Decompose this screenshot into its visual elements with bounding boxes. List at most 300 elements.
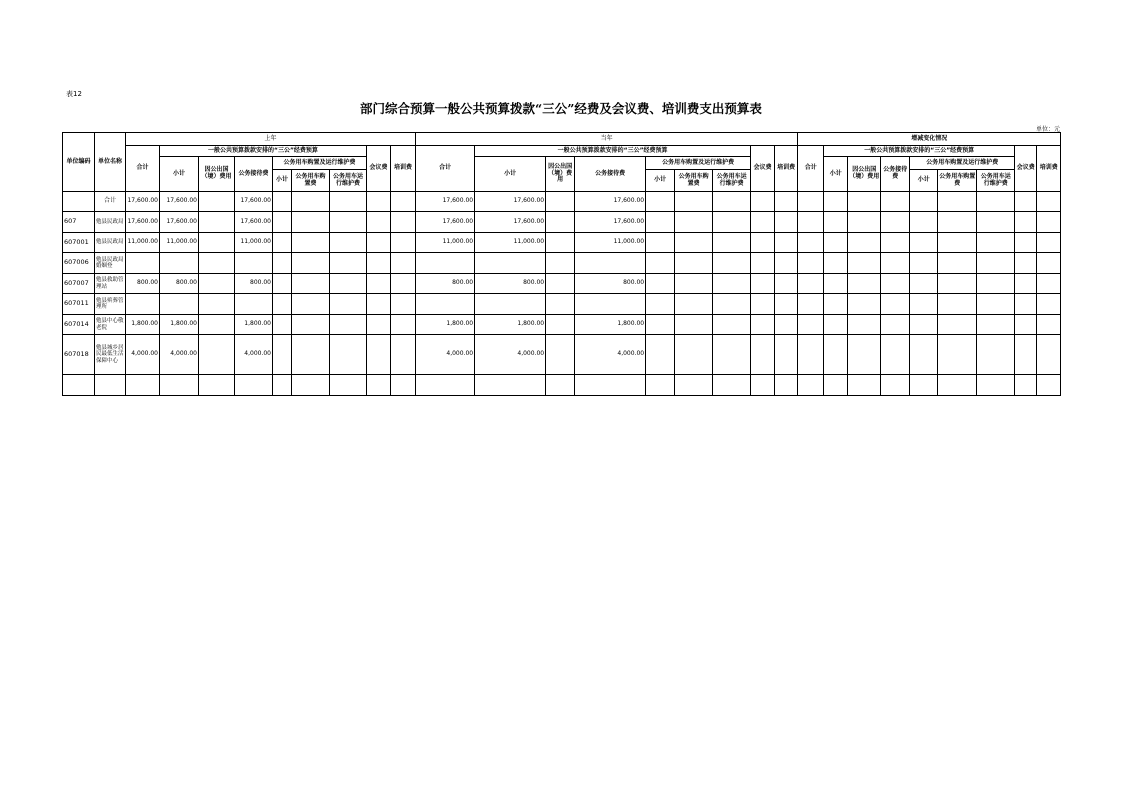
header-curr-vehicle-subtotal: 小计 (646, 170, 675, 192)
header-prev-abroad: 因公出国（境）费用 (199, 157, 235, 192)
prev-value-cell: 800.00 (126, 274, 160, 294)
chg-value-cell (848, 212, 881, 233)
chg-value-cell (848, 192, 881, 212)
table-header (63, 133, 1061, 192)
chg-value-cell (977, 294, 1015, 315)
curr-value-cell (713, 192, 751, 212)
prev-value-cell (391, 375, 416, 396)
prev-value-cell (391, 192, 416, 212)
curr-value-cell: 800.00 (416, 274, 475, 294)
prev-value-cell (330, 335, 367, 375)
curr-value-cell (775, 375, 798, 396)
curr-value-cell (546, 315, 575, 335)
prev-value-cell: 4,000.00 (160, 335, 199, 375)
header-chg-vehicle-operation: 公务用车运行维护费 (977, 170, 1015, 192)
prev-value-cell: 1,800.00 (235, 315, 273, 335)
prev-value-cell (273, 192, 292, 212)
prev-value-cell: 800.00 (160, 274, 199, 294)
curr-value-cell (646, 192, 675, 212)
chg-value-cell (910, 335, 938, 375)
curr-value-cell (775, 212, 798, 233)
header-chg-vehicle-purchase: 公务用车购置费 (938, 170, 977, 192)
header-chg-reception: 公务接待费 (881, 157, 910, 192)
curr-value-cell (675, 274, 713, 294)
curr-value-cell (675, 315, 713, 335)
chg-value-cell (848, 335, 881, 375)
curr-value-cell (775, 294, 798, 315)
header-prev-total: 合计 (126, 146, 160, 192)
chg-value-cell (1015, 375, 1037, 396)
curr-value-cell: 17,600.00 (575, 192, 646, 212)
chg-value-cell (1037, 212, 1061, 233)
prev-value-cell (292, 375, 330, 396)
curr-value-cell (751, 192, 775, 212)
header-prev-reception: 公务接待费 (235, 157, 273, 192)
table-row (63, 192, 1061, 212)
prev-value-cell (160, 253, 199, 274)
prev-value-cell (367, 192, 391, 212)
unit-name-cell: 勉县中心敬老院 (95, 315, 126, 335)
chg-value-cell (938, 335, 977, 375)
curr-value-cell (475, 294, 546, 315)
header-unit-name: 单位名称 (95, 133, 126, 192)
prev-value-cell: 11,000.00 (126, 233, 160, 253)
prev-value-cell (199, 375, 235, 396)
prev-value-cell (391, 315, 416, 335)
table-row (63, 294, 1061, 315)
unit-name-cell: 勉县民政局 (95, 233, 126, 253)
prev-value-cell (199, 212, 235, 233)
curr-value-cell (546, 233, 575, 253)
prev-value-cell: 17,600.00 (235, 212, 273, 233)
curr-value-cell: 17,600.00 (416, 212, 475, 233)
unit-code-cell: 607 (63, 212, 95, 233)
curr-value-cell (713, 233, 751, 253)
header-curr-meeting: 会议费 (751, 146, 775, 192)
table-row (63, 212, 1061, 233)
curr-value-cell (646, 233, 675, 253)
curr-value-cell: 800.00 (575, 274, 646, 294)
table-row (63, 315, 1061, 335)
table-body (63, 192, 1061, 396)
curr-value-cell (546, 253, 575, 274)
prev-value-cell (391, 233, 416, 253)
prev-value-cell (330, 315, 367, 335)
chg-value-cell (881, 375, 910, 396)
chg-value-cell (881, 274, 910, 294)
chg-value-cell (977, 233, 1015, 253)
chg-value-cell (1015, 335, 1037, 375)
prev-value-cell (367, 315, 391, 335)
header-prev-training: 培训费 (391, 146, 416, 192)
chg-value-cell (1037, 233, 1061, 253)
prev-value-cell (367, 294, 391, 315)
curr-value-cell (675, 253, 713, 274)
header-unit-code: 单位编码 (63, 133, 95, 192)
chg-value-cell (977, 335, 1015, 375)
chg-value-cell (824, 233, 848, 253)
chg-value-cell (1037, 335, 1061, 375)
curr-value-cell (575, 294, 646, 315)
header-prev-three-public: 一般公共预算拨款安排的“三公”经费预算 (160, 146, 367, 157)
curr-value-cell (751, 294, 775, 315)
curr-value-cell (546, 375, 575, 396)
curr-value-cell: 17,600.00 (475, 192, 546, 212)
header-chg-vehicle-subtotal: 小计 (910, 170, 938, 192)
curr-value-cell (675, 335, 713, 375)
header-curr-training: 培训费 (775, 146, 798, 192)
curr-value-cell (546, 212, 575, 233)
chg-value-cell (798, 335, 824, 375)
prev-value-cell (235, 253, 273, 274)
curr-value-cell (575, 253, 646, 274)
chg-value-cell (1015, 192, 1037, 212)
table-number: 表12 (66, 90, 82, 98)
curr-value-cell: 17,600.00 (575, 212, 646, 233)
chg-value-cell (938, 212, 977, 233)
curr-value-cell (646, 274, 675, 294)
header-prev-subtotal: 小计 (160, 157, 199, 192)
curr-value-cell (775, 192, 798, 212)
chg-value-cell (1037, 253, 1061, 274)
curr-value-cell (416, 294, 475, 315)
curr-value-cell (775, 233, 798, 253)
chg-value-cell (938, 315, 977, 335)
header-curr-vehicle: 公务用车购置及运行维护费 (646, 157, 751, 170)
prev-value-cell (292, 253, 330, 274)
curr-value-cell (475, 375, 546, 396)
table-row (63, 375, 1061, 396)
table-row (63, 335, 1061, 375)
prev-value-cell (330, 253, 367, 274)
curr-value-cell: 17,600.00 (475, 212, 546, 233)
prev-value-cell (391, 212, 416, 233)
curr-value-cell (646, 253, 675, 274)
chg-value-cell (910, 274, 938, 294)
unit-code-cell: 607006 (63, 253, 95, 274)
curr-value-cell (546, 274, 575, 294)
chg-value-cell (938, 274, 977, 294)
chg-value-cell (881, 192, 910, 212)
curr-value-cell (675, 212, 713, 233)
header-prev-year: 上年 (126, 133, 416, 146)
curr-value-cell (646, 375, 675, 396)
document-title: 部门综合预算一般公共预算拨款“三公”经费及会议费、培训费支出预算表 (360, 101, 762, 116)
chg-value-cell (938, 233, 977, 253)
unit-name-cell: 合计 (95, 192, 126, 212)
header-prev-vehicle-subtotal: 小计 (273, 170, 292, 192)
chg-value-cell (824, 315, 848, 335)
chg-value-cell (938, 294, 977, 315)
header-chg-total: 合计 (798, 146, 824, 192)
prev-value-cell (330, 212, 367, 233)
curr-value-cell (575, 375, 646, 396)
prev-value-cell (199, 274, 235, 294)
prev-value-cell (235, 294, 273, 315)
header-prev-vehicle-operation: 公务用车运行维护费 (330, 170, 367, 192)
curr-value-cell (416, 375, 475, 396)
curr-value-cell (751, 335, 775, 375)
chg-value-cell (1015, 233, 1037, 253)
chg-value-cell (848, 375, 881, 396)
chg-value-cell (1037, 294, 1061, 315)
header-chg-three-public: 一般公共预算拨款安排的“三公”经费预算 (824, 146, 1015, 157)
chg-value-cell (977, 375, 1015, 396)
unit-code-cell (63, 375, 95, 396)
chg-value-cell (824, 192, 848, 212)
prev-value-cell (292, 294, 330, 315)
curr-value-cell: 11,000.00 (475, 233, 546, 253)
curr-value-cell (751, 253, 775, 274)
curr-value-cell (546, 335, 575, 375)
curr-value-cell: 800.00 (475, 274, 546, 294)
curr-value-cell (713, 315, 751, 335)
unit-name-cell: 勉县救助管理站 (95, 274, 126, 294)
prev-value-cell (391, 294, 416, 315)
chg-value-cell (1015, 294, 1037, 315)
curr-value-cell (713, 274, 751, 294)
header-curr-abroad: 因公出国（境）费用 (546, 157, 575, 192)
chg-value-cell (881, 335, 910, 375)
prev-value-cell: 1,800.00 (126, 315, 160, 335)
unit-code-cell: 607018 (63, 335, 95, 375)
prev-value-cell: 11,000.00 (160, 233, 199, 253)
chg-value-cell (977, 253, 1015, 274)
header-change: 增减变化情况 (798, 133, 1061, 146)
chg-value-cell (881, 233, 910, 253)
curr-value-cell (713, 294, 751, 315)
curr-value-cell: 11,000.00 (575, 233, 646, 253)
prev-value-cell: 17,600.00 (235, 192, 273, 212)
chg-value-cell (881, 315, 910, 335)
chg-value-cell (798, 233, 824, 253)
curr-value-cell (646, 294, 675, 315)
curr-value-cell (646, 315, 675, 335)
chg-value-cell (910, 375, 938, 396)
budget-table (62, 132, 1061, 396)
table-row (63, 253, 1061, 274)
chg-value-cell (1037, 315, 1061, 335)
curr-value-cell (713, 375, 751, 396)
chg-value-cell (824, 212, 848, 233)
prev-value-cell (235, 375, 273, 396)
curr-value-cell: 4,000.00 (416, 335, 475, 375)
chg-value-cell (798, 294, 824, 315)
chg-value-cell (910, 212, 938, 233)
curr-value-cell (646, 212, 675, 233)
prev-value-cell (273, 335, 292, 375)
header-curr-year: 当年 (416, 133, 798, 146)
header-prev-vehicle-purchase: 公务用车购置费 (292, 170, 330, 192)
header-chg-vehicle: 公务用车购置及运行维护费 (910, 157, 1015, 170)
chg-value-cell (824, 274, 848, 294)
unit-name-cell (95, 375, 126, 396)
unit-code-cell: 607007 (63, 274, 95, 294)
unit-label: 单位：元 (1035, 126, 1060, 133)
prev-value-cell (330, 375, 367, 396)
unit-code-cell: 607014 (63, 315, 95, 335)
curr-value-cell: 4,000.00 (575, 335, 646, 375)
prev-value-cell (391, 253, 416, 274)
prev-value-cell (391, 335, 416, 375)
chg-value-cell (1015, 212, 1037, 233)
prev-value-cell (391, 274, 416, 294)
chg-value-cell (798, 375, 824, 396)
header-chg-meeting: 会议费 (1015, 146, 1037, 192)
chg-value-cell (938, 192, 977, 212)
chg-value-cell (977, 192, 1015, 212)
chg-value-cell (910, 253, 938, 274)
unit-name-cell: 勉县殡葬管理所 (95, 294, 126, 315)
header-prev-vehicle: 公务用车购置及运行维护费 (273, 157, 367, 170)
header-chg-abroad: 因公出国（境）费用 (848, 157, 881, 192)
header-curr-total: 合计 (416, 146, 475, 192)
prev-value-cell (292, 335, 330, 375)
unit-name-cell: 勉县民政局婚姻登 (95, 253, 126, 274)
chg-value-cell (1037, 274, 1061, 294)
chg-value-cell (798, 253, 824, 274)
header-chg-training: 培训费 (1037, 146, 1061, 192)
prev-value-cell (199, 253, 235, 274)
chg-value-cell (824, 294, 848, 315)
curr-value-cell: 11,000.00 (416, 233, 475, 253)
curr-value-cell (675, 192, 713, 212)
header-curr-vehicle-operation: 公务用车运行维护费 (713, 170, 751, 192)
unit-name-cell: 勉县民政局 (95, 212, 126, 233)
prev-value-cell (367, 233, 391, 253)
prev-value-cell (367, 253, 391, 274)
chg-value-cell (848, 315, 881, 335)
chg-value-cell (824, 253, 848, 274)
curr-value-cell (775, 315, 798, 335)
curr-value-cell (675, 375, 713, 396)
chg-value-cell (848, 294, 881, 315)
unit-code-cell: 607011 (63, 294, 95, 315)
unit-code-cell (63, 192, 95, 212)
curr-value-cell (775, 335, 798, 375)
prev-value-cell (367, 212, 391, 233)
curr-value-cell (751, 315, 775, 335)
prev-value-cell (199, 315, 235, 335)
prev-value-cell (126, 294, 160, 315)
curr-value-cell (751, 233, 775, 253)
prev-value-cell (292, 192, 330, 212)
prev-value-cell: 17,600.00 (160, 192, 199, 212)
chg-value-cell (798, 315, 824, 335)
prev-value-cell (330, 192, 367, 212)
table-row (63, 274, 1061, 294)
prev-value-cell (273, 212, 292, 233)
prev-value-cell (330, 274, 367, 294)
chg-value-cell (1015, 274, 1037, 294)
curr-value-cell (713, 253, 751, 274)
prev-value-cell (330, 294, 367, 315)
header-chg-subtotal: 小计 (824, 157, 848, 192)
chg-value-cell (910, 233, 938, 253)
prev-value-cell: 17,600.00 (160, 212, 199, 233)
curr-value-cell (646, 335, 675, 375)
curr-value-cell (751, 375, 775, 396)
prev-value-cell (292, 274, 330, 294)
curr-value-cell: 4,000.00 (475, 335, 546, 375)
chg-value-cell (824, 335, 848, 375)
chg-value-cell (977, 212, 1015, 233)
header-curr-subtotal: 小计 (475, 157, 546, 192)
header-curr-vehicle-purchase: 公务用车购置费 (675, 170, 713, 192)
prev-value-cell: 17,600.00 (126, 192, 160, 212)
curr-value-cell (751, 212, 775, 233)
header-curr-three-public: 一般公共预算拨款安排的“三公”经费预算 (475, 146, 751, 157)
curr-value-cell (546, 192, 575, 212)
curr-value-cell (546, 294, 575, 315)
prev-value-cell (273, 274, 292, 294)
prev-value-cell (292, 233, 330, 253)
curr-value-cell (675, 233, 713, 253)
prev-value-cell: 17,600.00 (126, 212, 160, 233)
prev-value-cell (367, 274, 391, 294)
prev-value-cell (199, 192, 235, 212)
curr-value-cell (475, 253, 546, 274)
prev-value-cell (273, 315, 292, 335)
chg-value-cell (798, 274, 824, 294)
header-curr-reception: 公务接待费 (575, 157, 646, 192)
unit-code-cell: 607001 (63, 233, 95, 253)
prev-value-cell (199, 233, 235, 253)
chg-value-cell (1037, 192, 1061, 212)
prev-value-cell (273, 233, 292, 253)
table-row (63, 233, 1061, 253)
curr-value-cell (751, 274, 775, 294)
curr-value-cell (775, 274, 798, 294)
prev-value-cell (273, 294, 292, 315)
chg-value-cell (1015, 253, 1037, 274)
chg-value-cell (848, 274, 881, 294)
prev-value-cell (160, 375, 199, 396)
prev-value-cell (199, 335, 235, 375)
chg-value-cell (1015, 315, 1037, 335)
curr-value-cell (775, 253, 798, 274)
prev-value-cell (367, 375, 391, 396)
chg-value-cell (938, 375, 977, 396)
prev-value-cell (330, 233, 367, 253)
prev-value-cell (126, 375, 160, 396)
curr-value-cell: 1,800.00 (416, 315, 475, 335)
prev-value-cell (160, 294, 199, 315)
chg-value-cell (798, 192, 824, 212)
chg-value-cell (848, 233, 881, 253)
prev-value-cell: 800.00 (235, 274, 273, 294)
prev-value-cell (367, 335, 391, 375)
prev-value-cell (292, 212, 330, 233)
chg-value-cell (881, 253, 910, 274)
curr-value-cell (713, 335, 751, 375)
chg-value-cell (848, 253, 881, 274)
curr-value-cell: 1,800.00 (575, 315, 646, 335)
chg-value-cell (938, 253, 977, 274)
header-prev-meeting: 会议费 (367, 146, 391, 192)
chg-value-cell (910, 315, 938, 335)
prev-value-cell: 11,000.00 (235, 233, 273, 253)
curr-value-cell (416, 253, 475, 274)
prev-value-cell: 1,800.00 (160, 315, 199, 335)
prev-value-cell (199, 294, 235, 315)
chg-value-cell (977, 315, 1015, 335)
prev-value-cell (273, 375, 292, 396)
chg-value-cell (910, 192, 938, 212)
chg-value-cell (798, 212, 824, 233)
prev-value-cell: 4,000.00 (126, 335, 160, 375)
chg-value-cell (910, 294, 938, 315)
